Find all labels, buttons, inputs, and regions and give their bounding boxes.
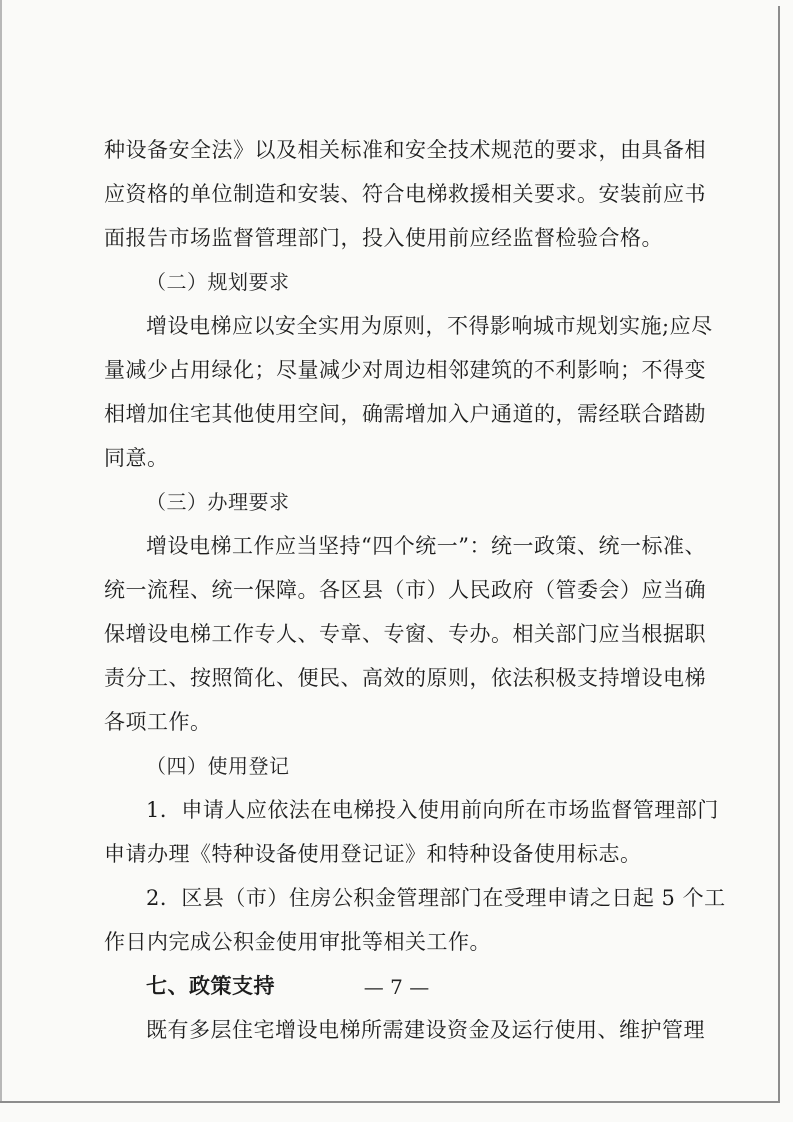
scan-edge-bottom: [0, 1101, 780, 1103]
text-line: 种设备安全法》以及相关标准和安全技术规范的要求，由具备相: [104, 138, 706, 162]
paragraph: [104, 1008, 705, 1052]
subsection-heading: （三）办理要求: [146, 490, 290, 514]
paragraph: [104, 876, 726, 964]
text-line: 既有多层住宅增设电梯所需建设资金及运行使用、维护管理: [146, 1018, 705, 1042]
scan-edge-left: [0, 0, 2, 1102]
text-line: 同意。: [104, 446, 169, 470]
text-line: 相增加住宅其他使用空间，确需增加入户通道的，需经联合踏勘: [104, 402, 706, 426]
subsection-heading: （四）使用登记: [146, 754, 290, 778]
section-heading: 七、政策支持: [146, 974, 275, 998]
scan-edge-right: [778, 6, 780, 1102]
text-line: 1．申请人应依法在电梯投入使用前向所在市场监督管理部门: [146, 798, 719, 822]
text-line: 应资格的单位制造和安装、符合电梯救援相关要求。安装前应书: [104, 182, 706, 206]
text-line: 责分工、按照简化、便民、高效的原则，依法积极支持增设电梯: [104, 666, 706, 690]
subsection-heading: （二）规划要求: [146, 270, 290, 294]
document-body: [104, 128, 726, 1052]
paragraph: [104, 304, 713, 480]
paragraph: [104, 524, 706, 744]
text-line: 作日内完成公积金使用审批等相关工作。: [104, 930, 491, 954]
text-line: 面报告市场监督管理部门，投入使用前应经监督检验合格。: [104, 226, 663, 250]
paragraph: [104, 788, 719, 876]
text-line: 增设电梯工作应当坚持“四个统一”：统一政策、统一标准、: [146, 534, 706, 558]
text-line: 保增设电梯工作专人、专章、专窗、专办。相关部门应当根据职: [104, 622, 706, 646]
page-number: — 7 —: [363, 975, 430, 999]
text-line: 各项工作。: [104, 710, 212, 734]
text-line: 申请办理《特种设备使用登记证》和特种设备使用标志。: [104, 842, 642, 866]
text-line: 增设电梯应以安全实用为原则，不得影响城市规划实施;应尽: [146, 314, 713, 338]
text-line: 统一流程、统一保障。各区县（市）人民政府（管委会）应当确: [104, 578, 706, 602]
text-line: 2．区县（市）住房公积金管理部门在受理申请之日起 5 个工: [146, 886, 726, 910]
text-line: 量减少占用绿化；尽量减少对周边相邻建筑的不利影响；不得变: [104, 358, 706, 382]
paragraph-continued: [104, 128, 706, 260]
